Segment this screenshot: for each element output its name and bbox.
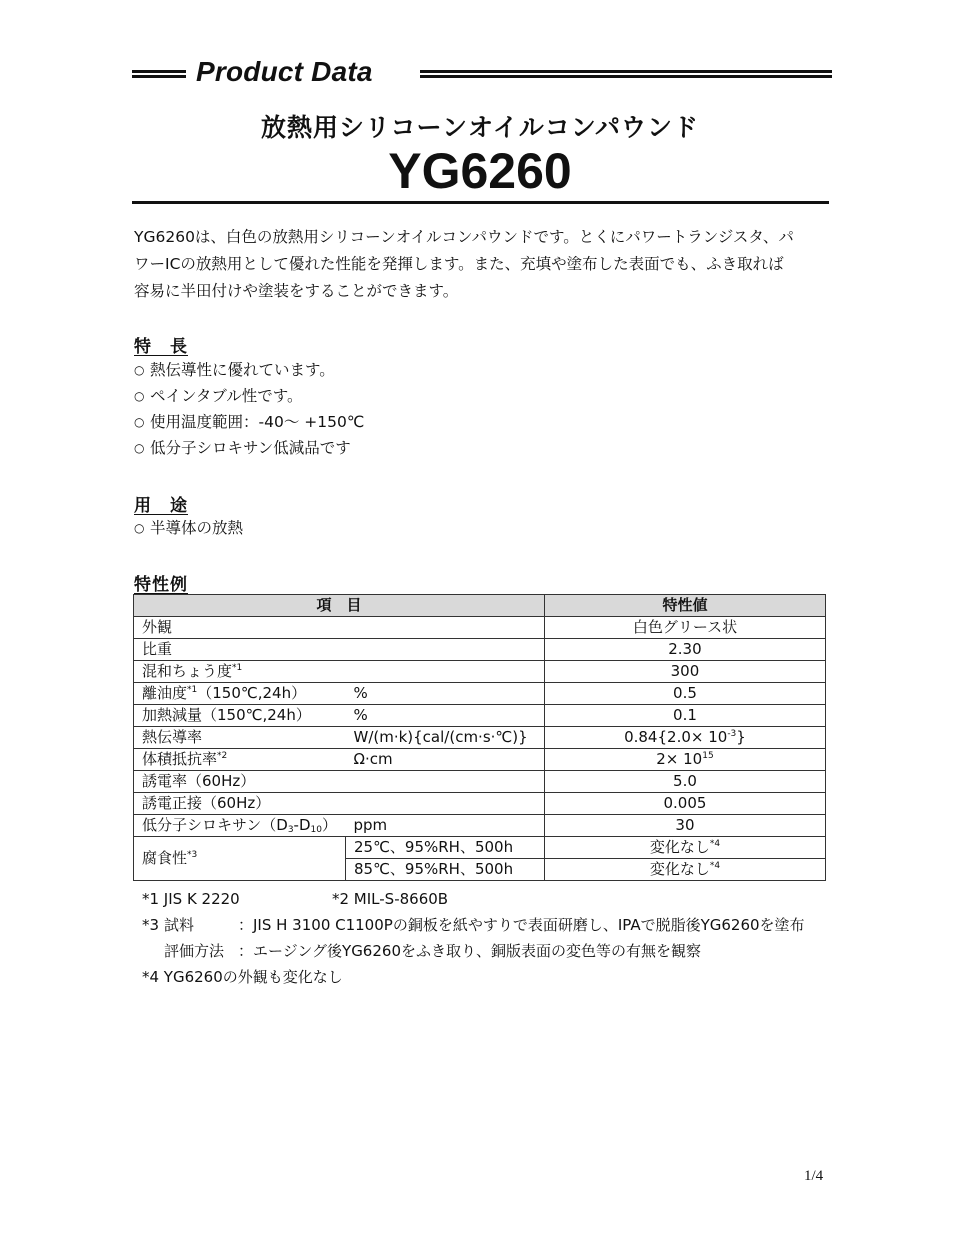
footnote-mark: *1 (187, 685, 198, 695)
label-text: 混和ちょう度 (142, 662, 233, 680)
table-row (134, 837, 826, 859)
row-unit: W/(m·k){cal/(cm·s·℃)} (345, 727, 544, 749)
list-item (134, 357, 364, 383)
row-value (544, 837, 825, 859)
label-condition: （150℃,24h） (197, 684, 307, 702)
title-divider (132, 201, 829, 204)
row-label (134, 815, 346, 837)
product-model: YG6260 (388, 143, 572, 199)
footnotes (142, 886, 805, 990)
row-condition: 85℃、95%RH、500h (345, 859, 544, 881)
footnote-2: *2 MIL-S-8660B (332, 890, 449, 908)
footnote-row (142, 964, 343, 990)
footnote-mark: *4 (709, 839, 721, 849)
bullet-circle-icon: ○ (134, 389, 145, 403)
column-header-item: 項 目 (134, 595, 545, 617)
table-row (134, 639, 826, 661)
footnote-3-mark: *3 (142, 916, 160, 934)
row-label: 外観 (134, 617, 545, 639)
label-text: 離油度 (142, 684, 188, 702)
header-band (132, 58, 832, 92)
label-subscript: 10 (310, 825, 322, 835)
row-label: 比重 (134, 639, 545, 661)
value-main: 変化なし (649, 860, 710, 878)
row-label: 誘電正接（60Hz） (134, 793, 545, 815)
footnote-row (142, 912, 805, 938)
row-label: 熱伝導率 (134, 727, 346, 749)
value-main: 0.84{2.0× 10 (624, 728, 728, 746)
label-text: ） (321, 816, 337, 834)
table-row (134, 661, 826, 683)
spec-heading: 特性例 (134, 575, 188, 595)
header-rule-left (132, 70, 186, 78)
label-text: 体積抵抗率 (142, 750, 218, 768)
table-header-row (134, 595, 826, 617)
bullet-circle-icon: ○ (134, 363, 145, 377)
column-header-value: 特性値 (544, 595, 825, 617)
footnote-mark: *2 (217, 751, 228, 761)
uses-heading: 用 途 (134, 496, 188, 516)
label-text: 低分子シロキサン（D (142, 816, 288, 834)
spec-table (133, 594, 826, 881)
row-value: 5.0 (544, 771, 825, 793)
row-label: 加熱減量（150℃,24h） (134, 705, 346, 727)
row-label (134, 683, 346, 705)
row-value: 0.5 (544, 683, 825, 705)
row-condition: 25℃、95%RH、500h (345, 837, 544, 859)
table-row (134, 749, 826, 771)
label-text: -D (293, 816, 311, 834)
use-text: 半導体の放熱 (150, 519, 244, 537)
table-row (134, 771, 826, 793)
list-item (134, 409, 364, 435)
product-subtitle: 放熱用シリコーンオイルコンパウンド (260, 113, 699, 142)
list-item (134, 435, 364, 461)
footnote-row (142, 886, 449, 912)
row-unit: % (345, 683, 544, 705)
row-value (544, 727, 825, 749)
value-tail: } (736, 728, 746, 746)
row-unit: Ω·cm (345, 749, 544, 771)
row-label (134, 661, 545, 683)
row-value: 0.1 (544, 705, 825, 727)
intro-line: ワーICの放熱用として優れた性能を発揮します。また、充填や塗布した表面でも、ふき取れば (134, 255, 784, 273)
table-row (134, 793, 826, 815)
page-number: 1/4 (804, 1168, 824, 1184)
uses-list (134, 515, 243, 541)
header-label: Product Data (196, 56, 373, 87)
row-unit: ppm (345, 815, 544, 837)
intro-line: YG6260は、白色の放熱用シリコーンオイルコンパウンドです。とくにパワートランジスタ、パ (134, 228, 794, 246)
table-row (134, 683, 826, 705)
label-subscript: 3 (287, 825, 294, 835)
footnote-row (142, 938, 701, 964)
row-value: 0.005 (544, 793, 825, 815)
features-heading: 特 長 (134, 337, 188, 357)
row-value (544, 749, 825, 771)
row-unit: % (345, 705, 544, 727)
footnote-mark: *4 (709, 861, 721, 871)
footnote-mark: *3 (187, 850, 198, 860)
footnote-3-desc: ：エージング後YG6260をふき取り、銅版表面の変色等の有無を観察 (238, 942, 701, 960)
bullet-circle-icon: ○ (134, 415, 145, 429)
row-value: 白色グリース状 (544, 617, 825, 639)
bullet-circle-icon: ○ (134, 521, 145, 535)
intro-line: 容易に半田付けや塗装をすることができます。 (134, 282, 459, 300)
footnote-mark: *1 (232, 663, 243, 673)
row-value: 30 (544, 815, 825, 837)
value-exponent: 15 (702, 751, 714, 761)
row-value: 2.30 (544, 639, 825, 661)
features-list (134, 357, 364, 461)
row-label (134, 837, 346, 881)
footnote-4: *4 YG6260の外観も変化なし (142, 968, 343, 986)
feature-text: 低分子シロキサン低減品です (150, 439, 351, 457)
value-main: 2× 10 (656, 750, 703, 768)
value-main: 変化なし (649, 838, 710, 856)
table-row (134, 617, 826, 639)
footnote-1: *1 JIS K 2220 (142, 890, 240, 908)
footnote-3-desc: ：JIS H 3100 C1100Pの銅板を紙やすりで表面研磨し、IPAで脱脂後YG6260を塗布 (238, 916, 805, 934)
table-row (134, 815, 826, 837)
row-label (134, 749, 346, 771)
table-row (134, 727, 826, 749)
header-rule-right (420, 70, 832, 78)
feature-text: 使用温度範囲：-40～ +150℃ (150, 413, 365, 431)
label-text: 腐食性 (142, 849, 188, 867)
list-item (134, 383, 364, 409)
feature-text: ペインタブル性です。 (150, 387, 303, 405)
row-label: 誘電率（60Hz） (134, 771, 545, 793)
footnote-3-key: 試料 (164, 916, 195, 934)
list-item (134, 515, 243, 541)
row-value (544, 859, 825, 881)
value-exponent: -3 (727, 729, 737, 739)
intro-paragraph (134, 224, 834, 305)
bullet-circle-icon: ○ (134, 441, 145, 455)
row-value: 300 (544, 661, 825, 683)
table-row (134, 705, 826, 727)
footnote-3-key: 評価方法 (164, 942, 225, 960)
feature-text: 熱伝導性に優れています。 (150, 361, 335, 379)
